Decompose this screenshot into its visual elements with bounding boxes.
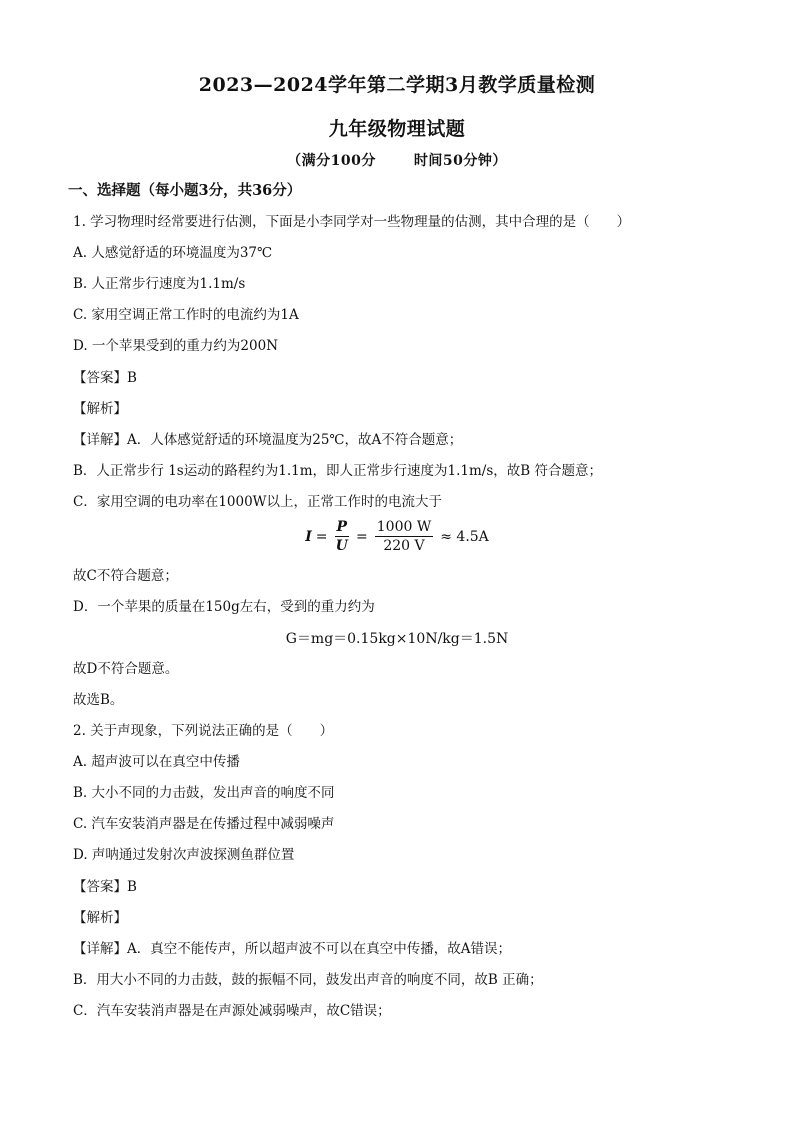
q2-detail-b: B．用大小不同的力击鼓，鼓的振幅不同，鼓发出声音的响度不同，故B 正确； (73, 972, 543, 988)
q2-answer: 【答案】B (73, 879, 137, 895)
section-heading: 一、选择题（每小题3分，共36分） (68, 182, 302, 199)
q1-detail-d-end: 故D不符合题意。 (73, 661, 179, 677)
formula-eq2: = (356, 528, 368, 545)
q2-detail-a: 【详解】A．真空不能传声，所以超声波不可以在真空中传播，故A错误； (73, 941, 511, 957)
exam-meta (0, 150, 794, 170)
exam-time: 时间50分钟） (413, 153, 507, 169)
formula-p-over-u (335, 519, 350, 554)
exam-score: （满分100分 (287, 153, 376, 169)
q1-option-b: B. 人正常步行速度为1.1m/s (73, 276, 246, 292)
q1-stem: 1. 学习物理时经常要进行估测，下面是小李同学对一些物理量的估测，其中合理的是（ ） (73, 214, 631, 230)
formula-p: P (336, 519, 348, 535)
formula-den: 220 V (383, 538, 425, 554)
exam-title: 2023—2024学年第二学期3月教学质量检测 (198, 74, 596, 96)
formula-num: 1000 W (376, 519, 432, 535)
q2-stem: 2. 关于声现象，下列说法正确的是（ ） (73, 723, 334, 739)
q2-option-b: B. 大小不同的力击鼓，发出声音的响度不同 (73, 785, 335, 801)
q1-answer: 【答案】B (73, 370, 137, 386)
formula-i: I (305, 528, 312, 545)
q1-formula-gravity: G＝mg＝0.15kg×10N/kg＝1.5N (285, 631, 509, 647)
q2-option-a: A. 超声波可以在真空中传播 (73, 754, 240, 770)
q2-option-d: D. 声呐通过发射次声波探测鱼群位置 (73, 847, 295, 863)
q1-option-d: D. 一个苹果受到的重力约为200N (73, 338, 279, 354)
exam-subtitle: 九年级物理试题 (328, 118, 466, 140)
q1-detail-a: 【详解】A．人体感觉舒适的环境温度为25℃，故A不符合题意； (73, 432, 463, 448)
q1-option-c: C. 家用空调正常工作时的电流约为1A (73, 307, 299, 323)
q1-detail-d: D．一个苹果的质量在150g左右，受到的重力约为 (73, 599, 375, 615)
formula-approx: ≈ 4.5A (440, 528, 489, 545)
q2-analysis-label: 【解析】 (73, 910, 127, 926)
formula-watt-over-volt (375, 519, 433, 554)
q1-conclusion: 故选B。 (73, 692, 124, 708)
q1-detail-c: C．家用空调的电功率在1000W以上，正常工作时的电流大于 (73, 494, 443, 510)
q1-option-a: A. 人感觉舒适的环境温度为37℃ (73, 245, 273, 261)
formula-eq: = (315, 528, 328, 545)
formula-u: U (335, 538, 348, 554)
q2-option-c: C. 汽车安装消声器是在传播过程中减弱噪声 (73, 816, 335, 832)
q1-analysis-label: 【解析】 (73, 401, 127, 417)
q1-detail-b: B．人正常步行 1s运动的路程约为1.1m，即人正常步行速度为1.1m/s，故B 符合题意； (73, 463, 602, 479)
q1-formula-current (0, 519, 794, 554)
q2-detail-c: C．汽车安装消声器是在声源处减弱噪声，故C错误； (73, 1003, 391, 1019)
q1-detail-c-end: 故C不符合题意； (73, 568, 178, 584)
